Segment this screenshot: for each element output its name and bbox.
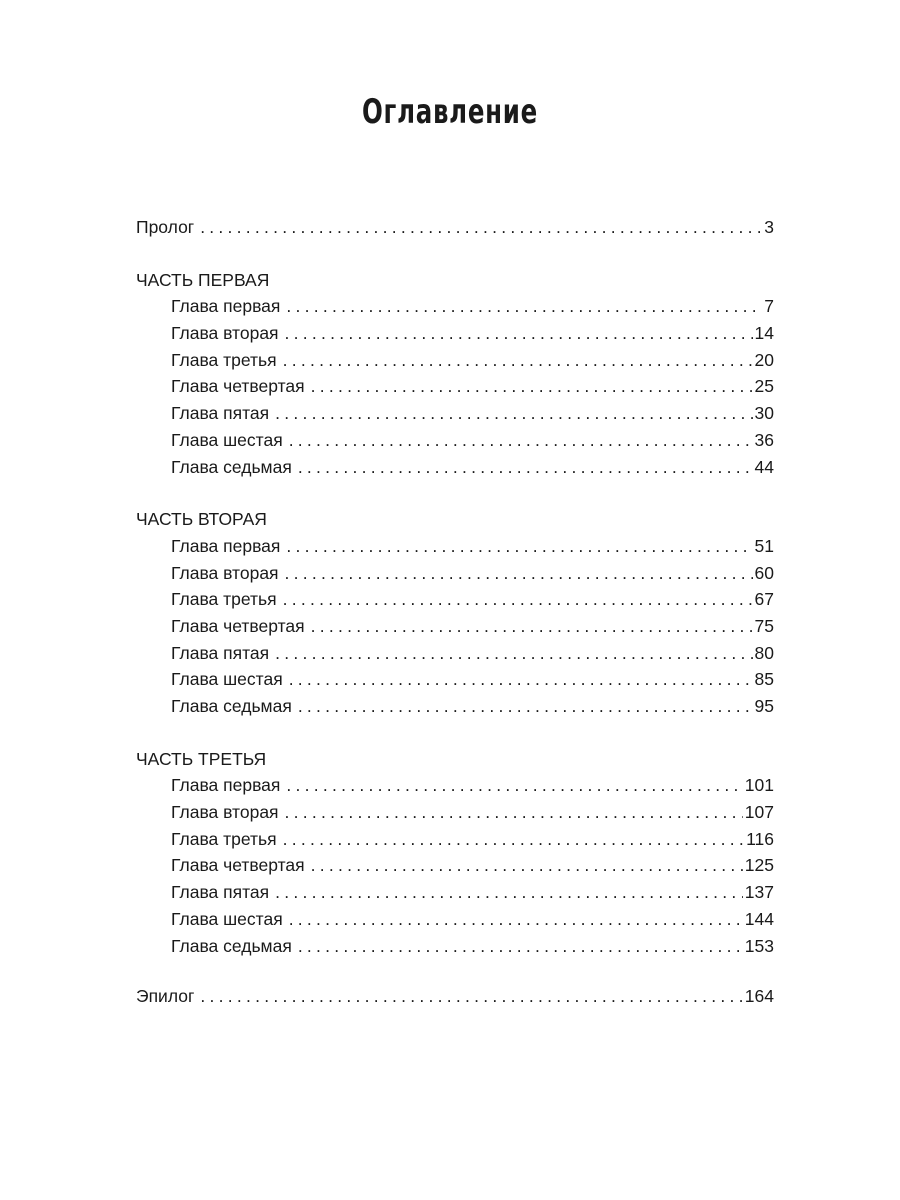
toc-entry-page: 116 — [746, 828, 774, 849]
toc-entry-chapter[interactable] — [136, 320, 774, 347]
toc-entry-label: Пролог — [136, 217, 195, 237]
part-heading-3: ЧАСТЬ ТРЕТЬЯ — [136, 748, 267, 769]
toc-entry-page: 44 — [754, 456, 774, 477]
toc-entry-chapter[interactable] — [136, 772, 774, 799]
toc-entry-chapter[interactable] — [136, 640, 774, 667]
dot-leader — [286, 293, 762, 320]
dot-leader — [285, 560, 753, 587]
dot-leader — [298, 933, 743, 960]
toc-entry-label: Глава шестая — [171, 429, 283, 450]
toc-entry-label: Глава вторая — [171, 562, 279, 583]
toc-entry-label: Эпилог — [136, 986, 195, 1007]
toc-entry-label: Глава третья — [171, 349, 277, 370]
toc-entry-chapter[interactable] — [136, 373, 774, 400]
toc-entry-page: 144 — [744, 908, 774, 929]
toc-entry-page: 164 — [744, 986, 774, 1007]
toc-entry-page: 67 — [754, 589, 774, 610]
toc-entry-label: Глава первая — [171, 296, 281, 317]
toc-entry-chapter[interactable] — [136, 347, 774, 374]
toc-entry-page: 95 — [754, 696, 774, 716]
toc-entry-label: Глава первая — [171, 535, 281, 556]
dot-leader — [289, 906, 743, 933]
toc-entry-page: 30 — [754, 403, 774, 424]
page-title: Оглавление — [362, 92, 538, 132]
toc-entry-page: 107 — [744, 802, 774, 823]
toc-entry-page: 75 — [754, 615, 774, 636]
dot-leader — [200, 983, 742, 1010]
toc-entry-page: 101 — [744, 775, 774, 796]
toc-entry-chapter[interactable] — [136, 693, 774, 720]
toc-entry-page: 80 — [754, 642, 774, 663]
toc-entry-label: Глава седьмая — [171, 456, 292, 477]
toc-entry-label: Глава четвертая — [171, 615, 305, 636]
toc-entry-prologue[interactable] — [136, 214, 774, 241]
toc-entry-page: 25 — [754, 376, 774, 397]
toc-entry-chapter[interactable] — [136, 852, 774, 879]
dot-leader — [289, 427, 753, 454]
dot-leader — [285, 799, 743, 826]
toc-entry-label: Глава пятая — [171, 882, 270, 903]
section-gap — [136, 959, 774, 983]
toc-entry-page: 153 — [744, 935, 774, 956]
toc-entry-label: Глава первая — [171, 775, 281, 796]
part-heading-2: ЧАСТЬ ВТОРАЯ — [136, 509, 267, 530]
toc-entry-page: 137 — [744, 882, 774, 903]
dot-leader — [289, 666, 753, 693]
toc-entry-chapter[interactable] — [136, 454, 774, 481]
toc-entry-chapter[interactable] — [136, 799, 774, 826]
dot-leader — [286, 533, 752, 560]
toc-entry-page: 60 — [754, 562, 774, 583]
dot-leader — [285, 320, 753, 347]
dot-leader — [298, 454, 753, 481]
toc-entry-page: 14 — [754, 323, 774, 344]
toc-entry-label: Глава третья — [171, 828, 277, 849]
dot-leader — [283, 826, 744, 853]
toc-entry-label: Глава вторая — [171, 323, 279, 344]
toc-entry-label: Глава пятая — [171, 403, 270, 424]
dot-leader — [311, 373, 753, 400]
toc-entry-label: Глава четвертая — [171, 376, 305, 397]
toc-entry-chapter[interactable] — [136, 586, 774, 613]
toc-entry-page: 36 — [754, 429, 774, 450]
toc-entry-label: Глава седьмая — [171, 935, 292, 956]
toc-entry-chapter[interactable] — [136, 666, 774, 693]
dot-leader — [298, 693, 753, 720]
dot-leader — [275, 879, 743, 906]
toc-entry-chapter[interactable] — [136, 933, 774, 960]
dot-leader — [275, 640, 752, 667]
toc-entry-chapter[interactable] — [136, 613, 774, 640]
toc-entry-chapter[interactable] — [136, 293, 774, 320]
dot-leader — [283, 586, 753, 613]
toc-entry-chapter[interactable] — [136, 826, 774, 853]
toc-entry-page: 85 — [754, 669, 774, 690]
dot-leader — [286, 772, 742, 799]
toc-entry-epilogue[interactable] — [136, 983, 774, 1010]
toc-entry-page: 7 — [764, 296, 774, 317]
dot-leader — [311, 852, 743, 879]
toc-entry-label: Глава шестая — [171, 669, 283, 690]
toc-entry-chapter[interactable] — [136, 427, 774, 454]
dot-leader — [200, 214, 762, 241]
dot-leader — [311, 613, 753, 640]
toc-entry-chapter[interactable] — [136, 879, 774, 906]
dot-leader — [283, 347, 753, 374]
toc-entry-label: Глава шестая — [171, 908, 283, 929]
toc-entry-page: 51 — [754, 535, 774, 556]
toc-entry-page: 125 — [744, 855, 774, 876]
table-of-contents — [136, 214, 774, 1010]
toc-entry-label: Глава вторая — [171, 802, 279, 823]
toc-entry-label: Глава пятая — [171, 642, 270, 663]
toc-entry-chapter[interactable] — [136, 906, 774, 933]
toc-entry-label: Глава седьмая — [171, 696, 292, 716]
toc-entry-chapter[interactable] — [136, 560, 774, 587]
toc-entry-label: Глава третья — [171, 589, 277, 610]
toc-entry-label: Глава четвертая — [171, 855, 305, 876]
toc-entry-page: 20 — [754, 349, 774, 370]
toc-entry-chapter[interactable] — [136, 400, 774, 427]
dot-leader — [275, 400, 752, 427]
toc-entry-page: 3 — [764, 217, 774, 237]
part-heading-1: ЧАСТЬ ПЕРВАЯ — [136, 269, 270, 290]
toc-entry-chapter[interactable] — [136, 533, 774, 560]
